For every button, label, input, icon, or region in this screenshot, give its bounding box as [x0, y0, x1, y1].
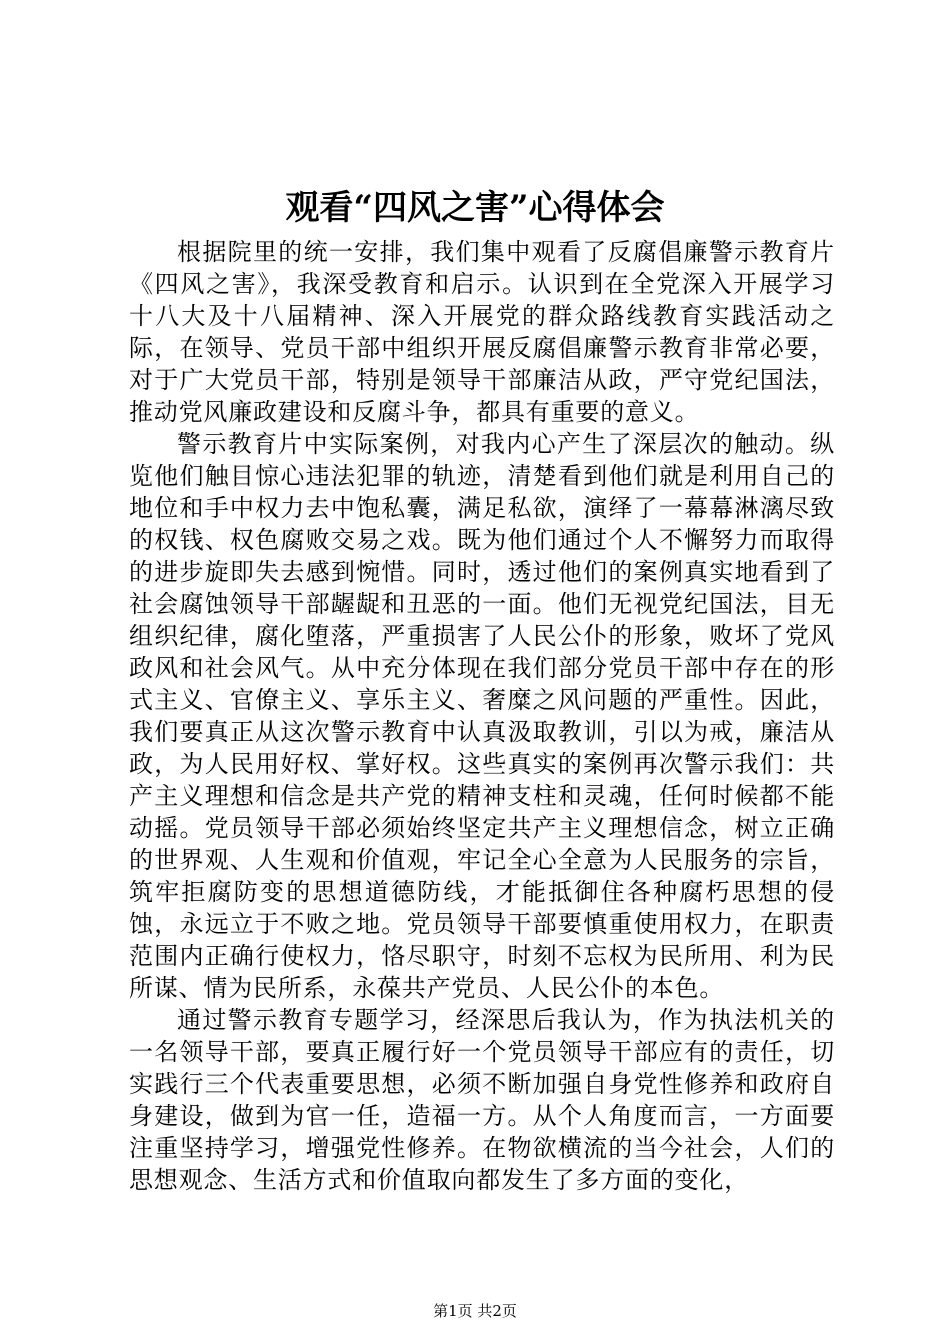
document-body: [129, 236, 835, 1196]
paragraph-3: 通过警示教育专题学习，经深思后我认为，作为执法机关的一名领导干部，要真正履行好一个党员领导干部应有的责任，切实践行三个代表重要思想，必须不断加强自身党性修养和政府自身建设，做到为官一任，造福一方。从个人角度而言，一方面要注重坚持学习，增强党性修养。在物欲横流的当今社会，人们的思想观念、生活方式和价值取向都发生了多方面的变化，: [129, 1006, 835, 1194]
document-title: 观看“四风之害”心得体会: [285, 188, 665, 228]
paragraph-1: 根据院里的统一安排，我们集中观看了反腐倡廉警示教育片《四风之害》，我深受教育和启示。认识到在全党深入开展学习十八大及十八届精神、深入开展党的群众路线教育实践活动之际，在领导、党员干部中组织开展反腐倡廉警示教育非常必要，对于广大党员干部，特别是领导干部廉洁从政，严守党纪国法，推动党风廉政建设和反腐斗争，都具有重要的意义。: [129, 238, 835, 426]
paragraph-2: 警示教育片中实际案例，对我内心产生了深层次的触动。纵览他们触目惊心违法犯罪的轨迹，清楚看到他们就是利用自己的地位和手中权力去中饱私囊，满足私欲，演绎了一幕幕淋漓尽致的权钱、权色腐败交易之戏。既为他们通过个人不懈努力而取得的进步旋即失去感到惋惜。同时，透过他们的案例真实地看到了社会腐蚀领导干部龌龊和丑恶的一面。他们无视党纪国法，目无组织纪律，腐化堕落，严重损害了人民公仆的形象，败坏了党风政风和社会风气。从中充分体现在我们部分党员干部中存在的形式主义、官僚主义、享乐主义、奢糜之风问题的严重性。因此，我们要真正从这次警示教育中认真汲取教训，引以为戒，廉洁从政，为人民用好权、掌好权。这些真实的案例再次警示我们：共产主义理想和信念是共产党的精神支柱和灵魂，任何时候都不能动摇。党员领导干部必须始终坚定共产主义理想信念，树立正确的世界观、人生观和价值观，牢记全心全意为人民服务的宗旨，筑牢拒腐防变的思想道德防线，才能抵御住各种腐朽思想的侵蚀，永远立于不败之地。党员领导干部要慎重使用权力，在职责范围内正确行使权力，恪尽职守，时刻不忘权为民所用、利为民所谋、情为民所系，永葆共产党员、人民公仆的本色。: [129, 430, 835, 1002]
page-number-footer: 第1页 共2页: [433, 1302, 517, 1320]
